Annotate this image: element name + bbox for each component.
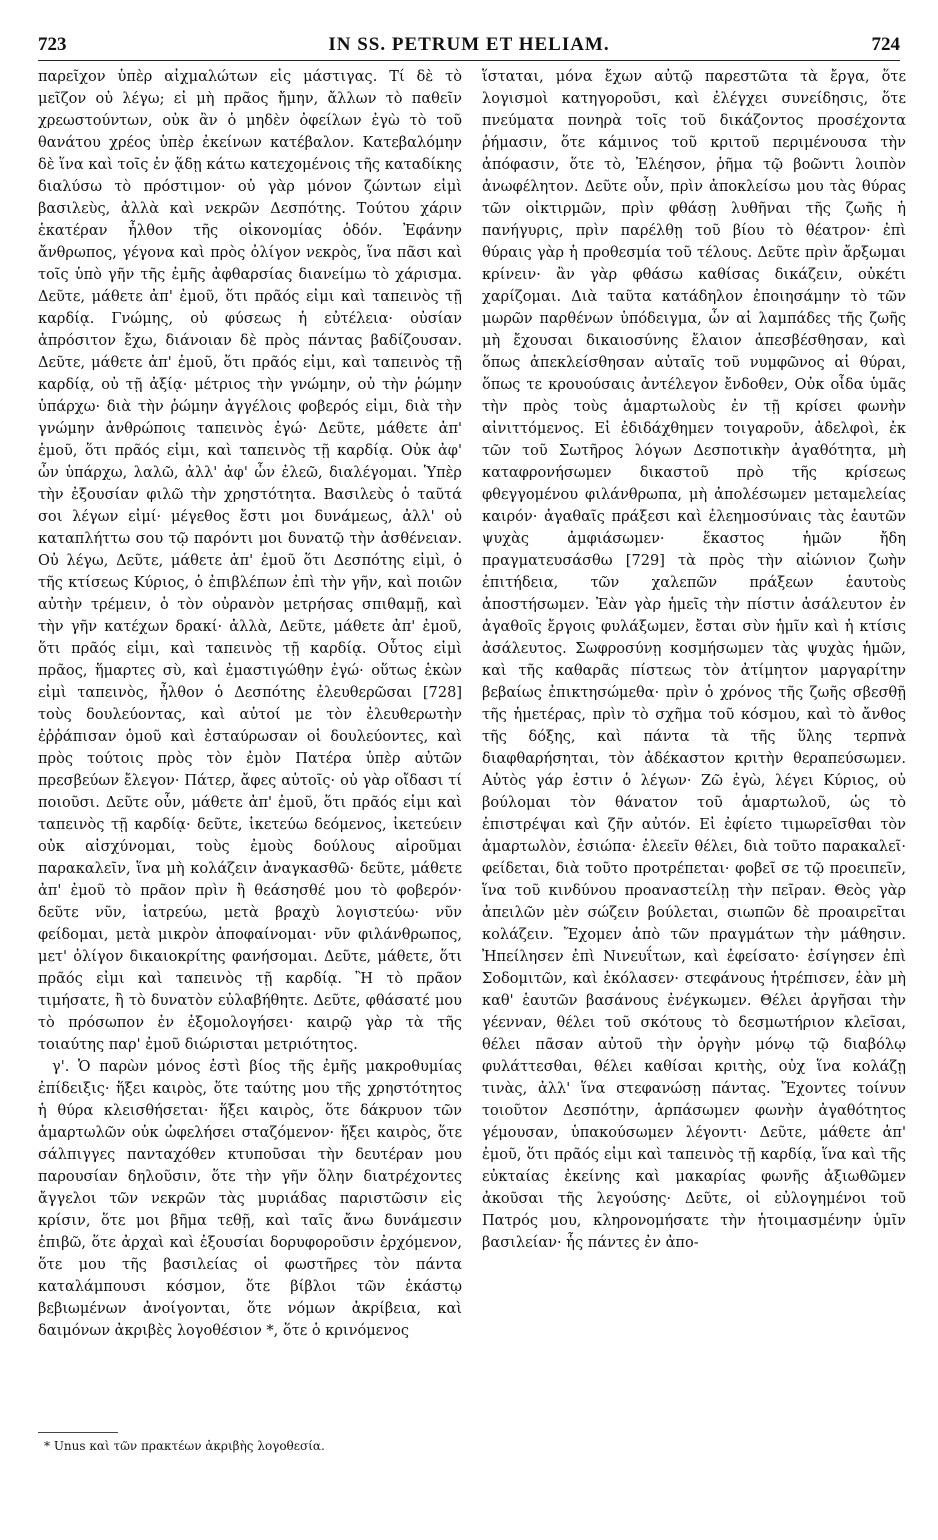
footnote-rule xyxy=(38,1432,118,1433)
left-column xyxy=(38,66,462,1342)
right-column xyxy=(482,66,906,1254)
page-number-left: 723 xyxy=(38,34,67,55)
header-rule xyxy=(38,60,900,61)
page-header xyxy=(38,34,900,60)
footnote: * Unus καὶ τῶν πρακτέων ἀκριβὴς λογοθεσία. xyxy=(44,1439,325,1453)
left-paragraph-2: γ'. Ὁ παρὼν μόνος ἐστὶ βίος τῆς ἐμῆς μακροθυμίας ἐπίδειξις· ἥξει καιρὸς, ὅτε ταύτης μου τῆς χρηστότητος ἡ θύρα κλεισθήσεται· ἥξει καιρὸς, ὅτε δάκρυον τῶν ἁμαρτωλῶν οὐκ ὠφελήσει σταζόμενον· ἥξει καιρὸς, ὅτε σάλπιγγες πανταχόθεν κτυποῦσαι τὴν δευτέραν μου παρουσίαν δηλοῦσιν, ὅτε τὴν γῆν ὅλην διατρέχοντες ἄγγελοι τῶν νεκρῶν τὰς μυριάδας παριστῶσιν εἰς κρίσιν, ὅτε μοι βῆμα τεθῇ, καὶ ταῖς ἄνω δυνάμεσιν ἐπιβῶ, ὅτε ἀρχαὶ καὶ ἐξουσίαι δορυφοροῦσιν ἐρχόμενον, ὅτε μου τῆς βασιλείας οἱ φωστῆρες τὸν πάντα καταλάμπουσι κόσμον, ὅτε βίβλοι τῶν ἑκάστῳ βεβιωμένων ἀνοίγονται, ὅτε νόμων ἀκρίβεια, καὶ δαιμόνων ἀκριβὲς λογοθέσιον *, ὅτε ὁ κρινόμενος xyxy=(38,1058,462,1339)
left-paragraph-1: παρεῖχον ὑπὲρ αἰχμαλώτων εἰς μάστιγας. Τί δὲ τὸ μεῖζον οὐ λέγω; εἰ μὴ πρᾶος ἤμην, ἄλλων τὸ παθεῖν χρεωστούντων, οὐκ ἂν ὁ μηδὲν ὀφείλων ἐγὼ τὸ τοῦ θανάτου χρέος ὑπὲρ ἐκείνων κατέβαλον. Κατεβαλόμην δὲ ἵνα καὶ τοῖς ἐν ᾅδῃ κάτω κατεχομένοις τῆς καταδίκης διαλύσω τὸ πρόστιμον· οὐ γὰρ μόνον ζώντων εἰμὶ βασιλεὺς, ἀλλὰ καὶ νεκρῶν Δεσπότης. Τούτου χάριν ἑκατέραν ἦλθον τῆς οἰκονομίας ὁδόν. Ἐφάνην ἄνθρωπος, γέγονα καὶ πρὸς ὀλίγον νεκρὸς, ἵνα πᾶσι καὶ τοῖς ὑπὸ γῆν τῆς ἐμῆς ἀφθαρσίας διανείμω τὸ χάρισμα. Δεῦτε, μάθετε ἀπ' ἐμοῦ, ὅτι πρᾶός εἰμι καὶ ταπεινὸς τῇ καρδίᾳ. Γνώμης, οὐ φύσεως ἡ εὐτέλεια· οὐσίαν ἀπρόσιτον ἔχω, διάνοιαν δὲ πρὸς πάντας βαδίζουσαν. Δεῦτε, μάθετε ἀπ' ἐμοῦ, ὅτι πρᾶός εἰμι, καὶ ταπεινὸς τῇ καρδίᾳ, οὐ τῇ ἀξίᾳ· μέτριος τὴν γνώμην, οὐ τὴν ῥώμην ὑπάρχω· διὰ τὴν ῥώμην ἀγγέλοις φοβερός εἰμι, διὰ τὴν γνώμην ἀνθρώποις ταπεινὸς ἐγώ· Δεῦτε, μάθετε ἀπ' ἐμοῦ, ὅτι πρᾶός εἰμι, καὶ ταπεινὸς τῇ καρδίᾳ. Οὐκ ἀφ' ὧν ὑπάρχω, λαλῶ, ἀλλ' ἀφ' ὧν ἐλεῶ, διαλέγομαι. Ὑπὲρ τὴν ἐξουσίαν φιλῶ τὴν χρηστότητα. Βασιλεὺς ὁ ταῦτά σοι λέγων εἰμί· μέγεθος ἔστι μοι δυνάμεως, ἀλλ' οὐ καταπλήττω σου τῷ παρόντι μοι δυνατῷ τὴν ἀσθένειαν. Οὐ λέγω, Δεῦτε, μάθετε ἀπ' ἐμοῦ ὅτι Δεσπότης εἰμὶ, ὁ τῆς κτίσεως Κύριος, ὁ ἐπιβλέπων ἐπὶ τὴν γῆν, καὶ ποιῶν αὐτὴν τρέμειν, ὁ τὸν οὐρανὸν μετρήσας σπιθαμῇ, καὶ τὴν γῆν κατέχων δρακί· ἀλλὰ, Δεῦτε, μάθετε ἀπ' ἐμοῦ, ὅτι πρᾶός εἰμι, καὶ ταπεινὸς τῇ καρδίᾳ. Οὗτος εἰμὶ πρᾶος, ἥμαρτες σὺ, καὶ ἐμαστιγώθην ἐγώ· οὕτως ἑκὼν εἰμὶ ταπεινὸς, ἦλθον ὁ Δεσπότης ἐλευθερῶσαι [728] τοὺς δουλεύοντας, καὶ αὐτοί με τὸν ἐλευθερωτὴν ἐῤῥάπισαν ὁμοῦ καὶ ἐσταύρωσαν οἱ δουλεύοντες, καὶ πρὸς τούτοις πρὸς τὸν ἐμὸν Πατέρα ὑπὲρ αὐτῶν πρεσβεύων ἔλεγον· Πάτερ, ἄφες αὐτοῖς· οὐ γὰρ οἴδασι τί ποιοῦσι. Δεῦτε οὖν, μάθετε ἀπ' ἐμοῦ, ὅτι πρᾶός εἰμι καὶ ταπεινὸς τῇ καρδίᾳ· δεῦτε, ἱκετεύω δεόμενος, ἱκετεύειν οὐκ αἰσχύνομαι, τοὺς ἐμοὺς δούλους αἱροῦμαι παρακαλεῖν, ἵνα μὴ κολάζειν ἀναγκασθῶ· δεῦτε, μάθετε ἀπ' ἐμοῦ τὸ πρᾶον πρὶν ἢ θεάσησθέ μου τὸ φοβερόν· δεῦτε νῦν, ἰατρεύω, μετὰ βραχὺ λογιστεύω· νῦν φείδομαι, μετὰ μικρὸν ἀποφαίνομαι· νῦν φιλάνθρωπος, μετ' ὀλίγον δικαιοκρίτης φανήσομαι. Δεῦτε, μάθετε, ὅτι πρᾶός εἰμι καὶ ταπεινὸς τῇ καρδίᾳ. Ἢ τὸ πρᾶον τιμήσατε, ἢ τὸ δυνατὸν εὐλαβήθητε. Δεῦτε, φθάσατέ μου τὸ πρόσωπον ἐν ἐξομολογήσει· καιρῷ γὰρ τὰ τῆς τοιαύτης παρ' ἐμοῦ διώρισται μετριότητος. xyxy=(38,68,462,1053)
running-title: IN SS. PETRUM ET HELIAM. xyxy=(328,34,610,55)
right-paragraph-1: ἵσταται, μόνα ἔχων αὐτῷ παρεστῶτα τὰ ἔργα, ὅτε λογισμοὶ κατηγοροῦσι, καὶ ἐλέγχει συνείδησις, ὅτε πνεύματα πονηρὰ τοῖς τοῦ δικάζοντος προσέχοντα ῥήμασιν, ὅτε κάμινος τοῦ κριτοῦ περιμένουσα τὴν ἀπόφασιν, ὅτε τὸ, Ἐλέησον, ῥῆμα τῷ βοῶντι λοιπὸν ἀνωφέλητον. Δεῦτε οὖν, πρὶν ἀποκλείσω μου τὰς θύρας τῶν οἰκτιρμῶν, πρὶν φθάσῃ λυθῆναι τῆς ζωῆς ἡ πανήγυρις, πρὶν παρέλθῃ τοῦ βίου τὸ θέατρον· ἐπὶ θύραις γὰρ ἡ προθεσμία τοῦ τέλους. Δεῦτε πρὶν ἄρξωμαι κρίνειν· ἂν γὰρ φθάσω καθίσας δικάζειν, οὐκέτι χαρίζομαι. Διὰ ταῦτα κατάδηλον ἐποιησάμην τὸ τῶν μωρῶν παρθένων ὑπόδειγμα, ὧν αἱ λαμπάδες τῆς ζωῆς μὴ ἔχουσαι δικαιοσύνης ἔλαιον ἀπεσβέσθησαν, καὶ ὅπως ἀπεκλείσθησαν αὐταῖς τοῦ νυμφῶνος αἱ θύραι, ὅπως τε κρουούσαις ἀντέλεγον ἔνδοθεν, Οὐκ οἶδα ὑμᾶς τὴν πρὸς τοὺς ἁμαρτωλοὺς ἐν τῇ κρίσει φωνὴν αἰνιττόμενος. Εἰ ἐδιδάχθημεν τοιγαροῦν, ἀδελφοὶ, ἐκ τῶν τοῦ Σωτῆρος λόγων Δεσποτικὴν ἀγαθότητα, μὴ καταφρονήσωμεν δικαστοῦ πρὸ τῆς κρίσεως φθεγγομένου φιλάνθρωπα, μὴ ἀπολέσωμεν μεταμελείας καιρόν· ἀγαθαῖς πράξεσι καὶ ἐλεημοσύναις τὰς ἑαυτῶν ψυχὰς ἀμφιάσωμεν· ἕκαστος ἡμῶν ἤδη πραγματευσάσθω [729] τὰ πρὸς τὴν αἰώνιον ζωὴν ἐπιτήδεια, τῶν χαλεπῶν πράξεων ἑαυτοὺς ἀποστήσωμεν. Ἐὰν γὰρ ἡμεῖς τὴν πίστιν ἀσάλευτον ἐν ἀγαθοῖς ἔργοις φυλάξωμεν, ἔσται σὺν ἡμῖν καὶ ἡ κτίσις ἀσάλευτος. Σωφροσύνῃ κοσμήσωμεν τὰς ψυχὰς ἡμῶν, καὶ τῆς καθαρᾶς πίστεως τὸν ἀτίμητον μαργαρίτην βεβαίως ἐπικτησώμεθα· πρὶν ὁ χρόνος τῆς ζωῆς σβεσθῇ τῆς ἡμετέρας, πρὶν τὸ σχῆμα τοῦ κόσμου, καὶ τὸ ἄνθος τῆς δόξης, καὶ πάντα τὰ τῆς ὕλης τερπνὰ διαφθαρήσηται, τὸν ἀδέκαστον κριτὴν θεραπεύσωμεν. Αὐτὸς γάρ ἐστιν ὁ λέγων· Ζῶ ἐγὼ, λέγει Κύριος, οὐ βούλομαι τὸν θάνατον τοῦ ἁμαρτωλοῦ, ὡς τὸ ἐπιστρέψαι καὶ ζῆν αὐτόν. Εἰ ἐφίετο τιμωρεῖσθαι τὸν ἁμαρτωλὸν, ἐσιώπα· ἐλεεῖν θέλει, διὰ τοῦτο παρακαλεῖ· φείδεται, διὰ τοῦτο προτρέπεται· φοβεῖ σε τῷ προειπεῖν, ἵνα τοῦ κινδύνου προαναστείλῃ τὴν πεῖραν. Θεὸς γὰρ ἀπειλῶν μὲν σώζειν βούλεται, σιωπῶν δὲ προαιρεῖται κολάζειν. Ἔχομεν ἀπὸ τῶν πραγμάτων τὴν μάθησιν. Ἠπείλησεν ἐπὶ Νινευΐτων, καὶ ἐφείσατο· ἐσίγησεν ἐπὶ Σοδομιτῶν, καὶ ἐκόλασεν· στεφάνους ἡτρέπισεν, ἐὰν μὴ καθ' ἑαυτῶν βασάνους ἐνέγκωμεν. Θέλει ἀργῆσαι τὴν γέενναν, θέλει τοῦ σκότους τὸ δεσμωτήριον κλεῖσαι, θέλει πᾶσαν αὐτοῦ τὴν ὀργὴν μόνῳ τῷ διαβόλῳ φυλάττεσθαι, θέλει καθίσαι κριτὴς, οὐχ ἵνα κολάζῃ τινὰς, ἀλλ' ἵνα στεφανώσῃ πάντας. Ἔχοντες τοίνυν τοιοῦτον Δεσπότην, ἁρπάσωμεν φωνὴν ἀγαθότητος γέμουσαν, ὑπακούσωμεν λέγοντι· Δεῦτε, μάθετε ἀπ' ἐμοῦ, ὅτι πρᾶός εἰμι καὶ ταπεινὸς τῇ καρδίᾳ, ἵνα καὶ τῆς εὐκταίας ἐκείνης καὶ μακαρίας φωνῆς ἀξιωθῶμεν ἀκοῦσαι τῆς λεγούσης· Δεῦτε, οἱ εὐλογημένοι τοῦ Πατρός μου, κληρονομήσατε τὴν ἡτοιμασμένην ὑμῖν βασιλείαν· ἧς πάντες ἐν ἀπο- xyxy=(482,68,906,1251)
page-number-right: 724 xyxy=(871,34,900,55)
